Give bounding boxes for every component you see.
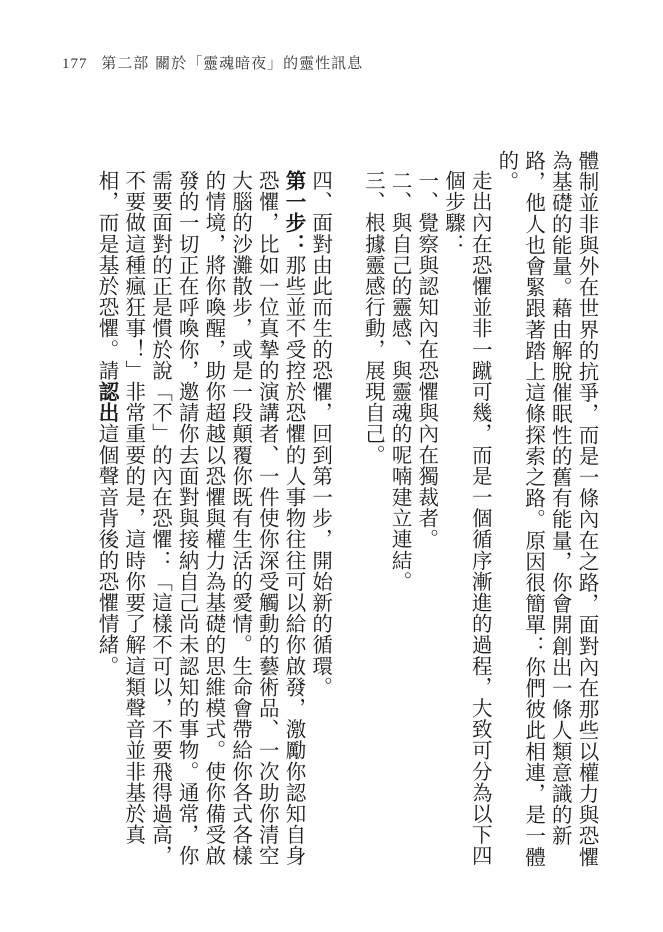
list-item-4: 四、面對由此而生的恐懼，回到第一步，開始新的循環。 xyxy=(308,170,333,698)
paragraph-3-text-b: 這個聲音背後的恐懼情緒。 xyxy=(95,423,120,677)
paragraph-3 xyxy=(93,170,307,880)
paragraph-1: 體制並非與外在世界的抗爭，而是一條內在之路，面對內在那些以權力與恐懼為基礎的能量。藉由解脫催眠性的舊有能量，你會開創出一條人類意識的新路，他人也會緊跟著踏上這條探索之路。原因很簡單：你們彼此相連，是一體的。 xyxy=(494,150,599,868)
paragraph-3-text-a: 那些並不受控於恐懼的人事物往往可以給你啟發，激勵你認知自身恐懼，比如一位真摯的演講者、一件使你深受觸動的藝術品、一次助你清空大腦的沙灘散步，或是一段顛覆你既有生活的愛情。生命會帶給你各式各樣的情境，將你喚醒，助你超越以恐懼與權力為基礎的思維模式。使你備受啟發的一切正在呼喚你，邀請你去面對與接納自己尚未認知的事物。通常，你需要面對的正是慣於說「不」的內在恐懼：「這樣不可以，不要飛得過高，不要做這種瘋狂事！」非常重要的是，這時你要了解這類聲音並非基於真相，而是基於恐懼。請 xyxy=(95,170,306,867)
list-item-2: 二、與自己的靈感、與靈魂的呢喃建立連結。 xyxy=(388,170,413,592)
list-item-1: 一、覺察與認知內在恐懼與內在獨裁者。 xyxy=(414,170,439,550)
running-header xyxy=(62,52,363,73)
emphasis-recognize: 認出 xyxy=(95,381,120,424)
paragraph-2: 走出內在恐懼並非一蹴可幾，而是一個循序漸進的過程，大致可分為以下四個步驟： xyxy=(441,170,493,867)
part-label: 第二部 xyxy=(101,54,150,72)
list-item-3: 三、根據靈感行動，展現自己。 xyxy=(361,170,386,466)
page-number: 177 xyxy=(62,56,88,72)
body-text xyxy=(78,150,600,880)
chapter-title: 關於「靈魂暗夜」的靈性訊息 xyxy=(155,54,364,72)
step-heading: 第一步： xyxy=(281,170,306,255)
